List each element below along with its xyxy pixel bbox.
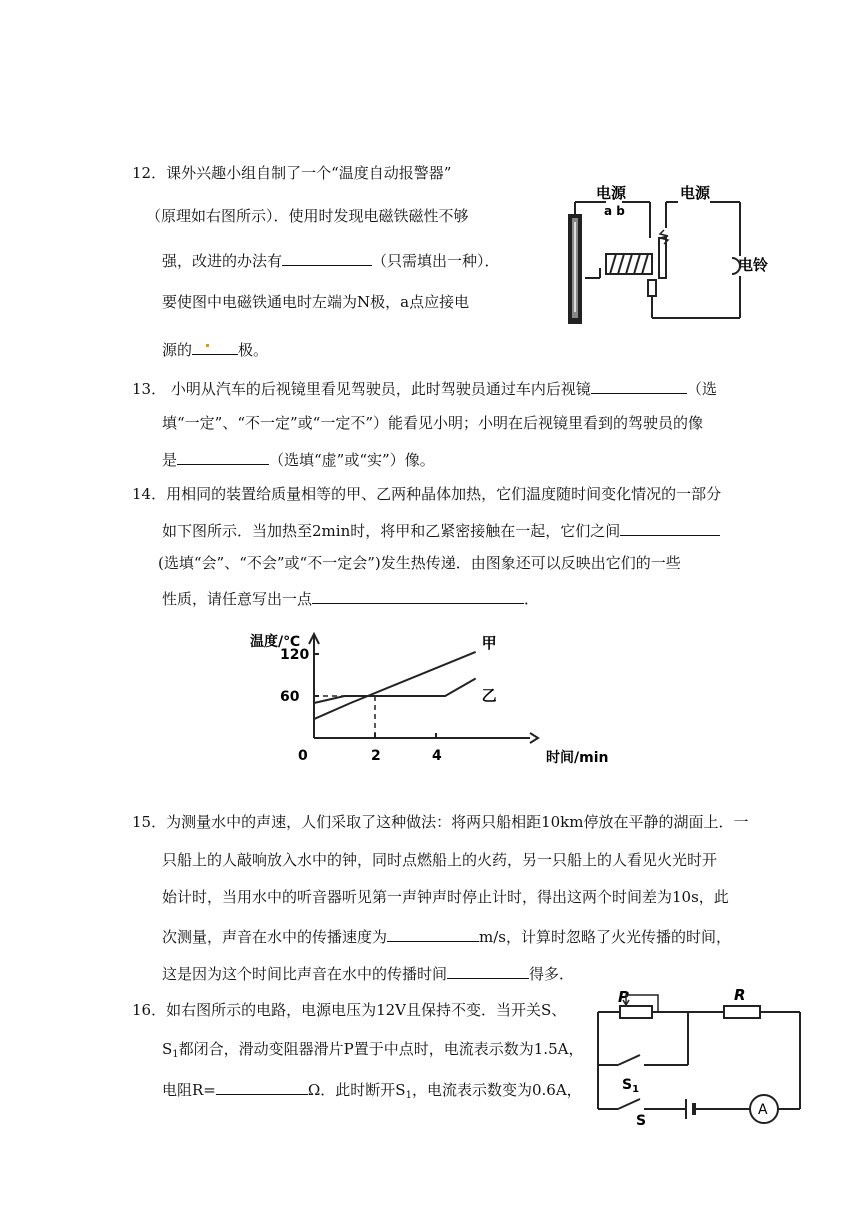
q12-line-3 bbox=[162, 249, 500, 271]
q15-line-4 bbox=[162, 925, 731, 947]
y-tick-label: 120 bbox=[280, 647, 310, 663]
answer-blank[interactable] bbox=[591, 377, 687, 394]
q13-line-3 bbox=[162, 448, 435, 470]
switch-s-icon bbox=[618, 1099, 640, 1109]
q16-subscript: 1 bbox=[405, 1090, 412, 1101]
q15-text: 次测量，声音在水中的传播速度为 bbox=[162, 928, 388, 946]
q12-text: 强，改进的办法有 bbox=[162, 252, 283, 270]
q16-text: Ω．此时断开S bbox=[307, 1081, 406, 1099]
answer-blank[interactable] bbox=[447, 962, 529, 979]
series-label-jia: 甲 bbox=[481, 633, 497, 652]
series-line-jia bbox=[314, 652, 476, 719]
q15-text: m/s，计算时忽略了火光传播的时间， bbox=[479, 928, 731, 946]
switch-s-label: S bbox=[636, 1113, 647, 1125]
q14-line-3: (选填“会”、“不会”或“不一定会”)发生热传递．由图象还可以反映出它们的一些 bbox=[158, 554, 681, 572]
q12-text: 极。 bbox=[238, 341, 269, 359]
q14-text: 如下图所示．当加热至2min时，将甲和乙紧密接触在一起，它们之间 bbox=[162, 522, 621, 540]
q12-line-1: 12．课外兴趣小组自制了一个“温度自动报警器” bbox=[132, 164, 452, 182]
terminal-ab-label: a b bbox=[604, 204, 625, 218]
q15-text: 得多． bbox=[529, 965, 575, 983]
answer-blank[interactable] bbox=[216, 1078, 308, 1095]
q12-line-5 bbox=[162, 338, 268, 360]
temperature-time-chart bbox=[230, 620, 630, 780]
q14-line-4 bbox=[162, 587, 539, 609]
q14-text: ． bbox=[524, 590, 540, 608]
q16-text: S bbox=[162, 1040, 173, 1058]
q15-line-1: 15．为测量水中的声速，人们采取了这种做法：将两只船相距10km停放在平静的湖面上．一 bbox=[132, 813, 749, 831]
answer-blank[interactable] bbox=[620, 519, 720, 536]
q15-line-3: 始计时，当用水中的听音器听见第一声钟声时停止计时，得出这两个时间差为10s，此 bbox=[162, 888, 729, 906]
q15-line-2: 只船上的人敲响放入水中的钟，同时点燃船上的火药，另一只船上的人看见火光时开 bbox=[162, 851, 718, 869]
q16-text: ，电流表示数变为0.6A， bbox=[411, 1081, 582, 1099]
q12-text: 源的 bbox=[162, 341, 193, 359]
power-label-2: 电源 bbox=[680, 184, 711, 202]
q16-line-2 bbox=[162, 1039, 583, 1065]
answer-blank[interactable] bbox=[192, 338, 238, 355]
x-axis-arrow bbox=[530, 733, 538, 743]
q16-text: 电阻R= bbox=[162, 1081, 216, 1099]
q16-line-3 bbox=[162, 1078, 582, 1106]
q13-text: 13． 小明从汽车的后视镜里看见驾驶员，此时驾驶员通过车内后视镜 bbox=[132, 380, 591, 398]
resistor-icon bbox=[724, 1006, 760, 1018]
y-tick-label: 60 bbox=[280, 689, 300, 705]
ammeter-label: A bbox=[758, 1102, 768, 1118]
bell-label: 电铃 bbox=[738, 256, 769, 274]
q15-text: 这是因为这个时间比声音在水中的传播时间 bbox=[162, 965, 448, 983]
q14-line-2 bbox=[162, 519, 720, 541]
q16-line-1: 16．如右图所示的电路，电源电压为12V且保持不变．当开关S、 bbox=[132, 1001, 567, 1019]
answer-blank[interactable] bbox=[282, 249, 372, 266]
q16-text: 都闭合，滑动变阻器滑片P置于中点时，电流表示数为1.5A， bbox=[178, 1040, 584, 1058]
origin-label: 0 bbox=[298, 748, 308, 764]
q15-line-5 bbox=[162, 962, 574, 984]
power-label-1: 电源 bbox=[596, 184, 627, 202]
q13-line-2: 填“一定”、“不一定”或“一定不”）能看见小明；小明在后视镜里看到的驾驶员的像 bbox=[162, 414, 704, 432]
answer-blank[interactable] bbox=[177, 448, 269, 465]
slider-p-label: P bbox=[618, 988, 629, 1006]
answer-blank[interactable] bbox=[312, 587, 524, 604]
cursor-mark bbox=[206, 344, 209, 347]
q13-text: （选填“虚”或“实”）像。 bbox=[269, 451, 435, 469]
resistor-r-label: R bbox=[734, 986, 746, 1004]
x-tick-label: 4 bbox=[432, 748, 442, 764]
switch-s1-icon bbox=[618, 1055, 640, 1065]
q12-line-2: （原理如右图所示）．使用时发现电磁铁磁性不够 bbox=[146, 207, 469, 225]
q13-line-1 bbox=[132, 377, 717, 399]
series-line-yi bbox=[314, 679, 476, 704]
alarm-circuit-figure bbox=[560, 178, 790, 328]
rheostat-circuit-figure bbox=[592, 985, 812, 1125]
q12-text: （只需填出一种）． bbox=[372, 252, 500, 270]
x-axis-label: 时间/min bbox=[546, 750, 609, 766]
q16-subscript: 1 bbox=[172, 1049, 179, 1060]
y-axis-label: 温度/℃ bbox=[250, 634, 301, 650]
q14-line-1: 14．用相同的装置给质量相等的甲、乙两种晶体加热，它们温度随时间变化情况的一部分 bbox=[132, 485, 722, 503]
q13-text: （选 bbox=[686, 380, 717, 398]
rheostat-icon bbox=[620, 1006, 652, 1018]
x-tick-label: 2 bbox=[371, 748, 381, 764]
q14-text: 性质，请任意写出一点 bbox=[162, 590, 313, 608]
switch-s1-label: $S_1$ bbox=[622, 1077, 640, 1095]
q13-text: 是 bbox=[162, 451, 178, 469]
answer-blank[interactable] bbox=[387, 925, 479, 942]
series-label-yi: 乙 bbox=[481, 686, 497, 705]
q12-line-4: 要使图中电磁铁通电时左端为N极，a点应接电 bbox=[162, 293, 470, 311]
